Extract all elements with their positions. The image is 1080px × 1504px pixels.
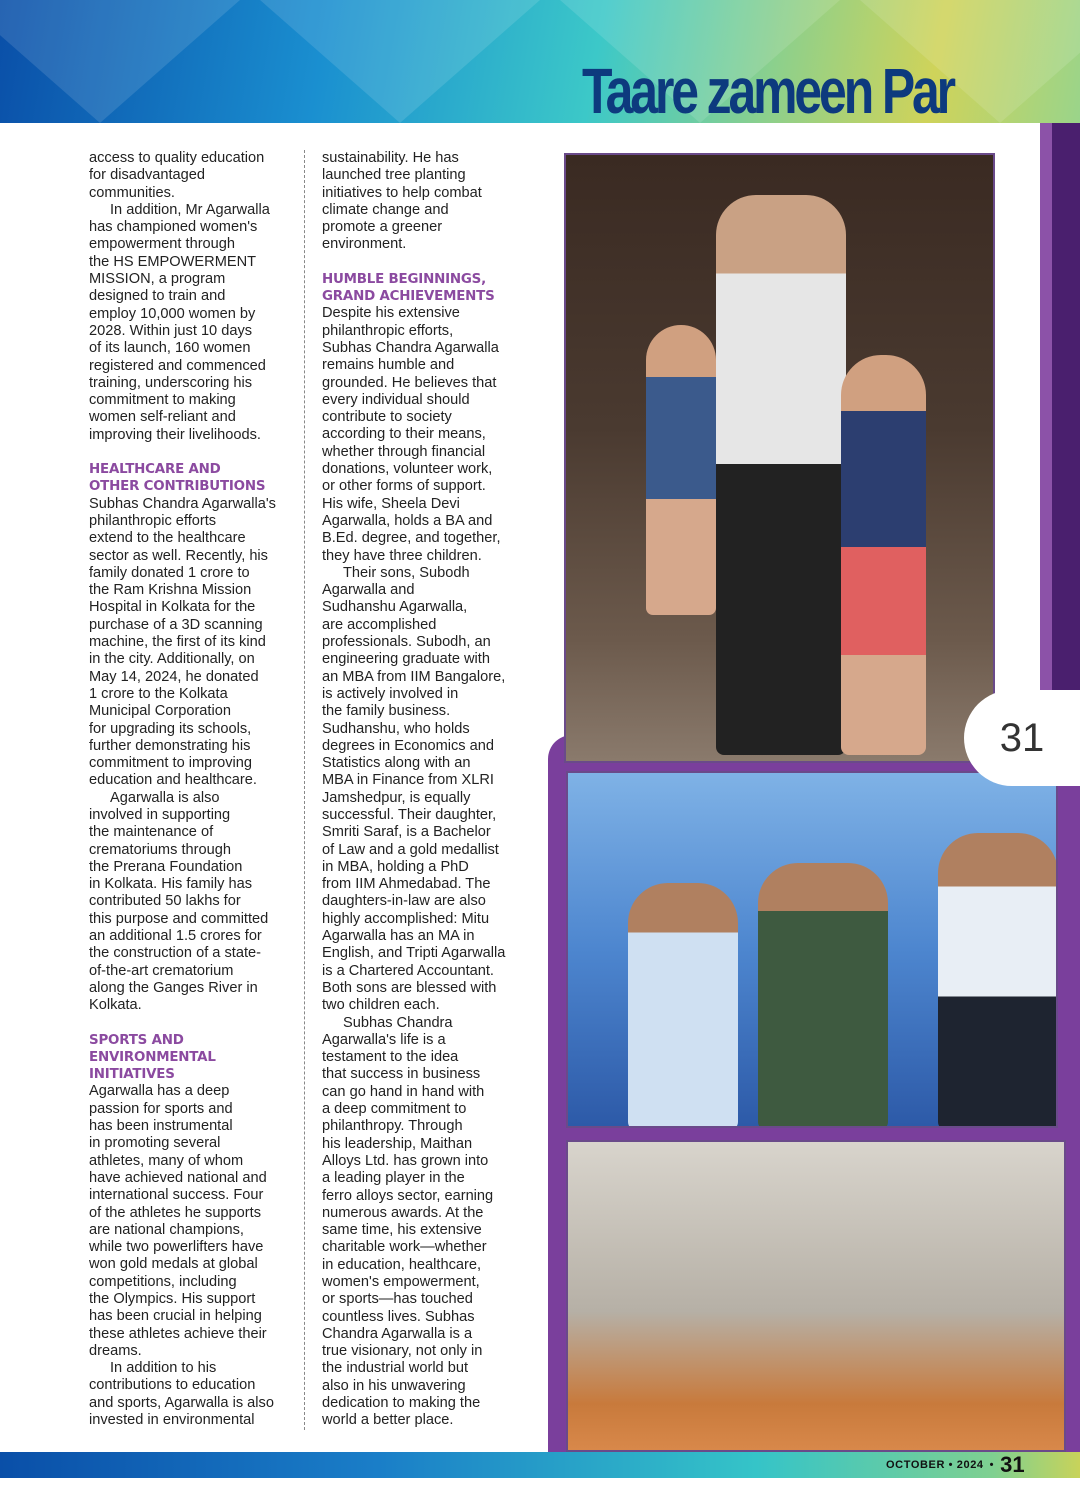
photo-book-launch-event	[566, 771, 1058, 1128]
paragraph: Their sons, Subodh Agarwalla and Sudhanshu Agarwalla, are accomplished professionals. Subodh, an engineering graduate with an MBA from IIM Bangalore, is actively involved in the family business. Sudhanshu, who holds degrees in Economics and Statistics along with an MBA in Finance from XLRI Jamshedpur, is equally successful. Their daughter, Smriti Saraf, is a Bachelor of Law and a gold medallist in MBA, holding a PhD from IIM Ahmedabad. The daughters-in-law are also highly accomplished: Mitu Agarwalla has an MA in English, and Tripti Agarwalla is a Chartered Accountant. Both sons are blessed with two children each.	[322, 564, 506, 1014]
photo-figure	[646, 325, 716, 615]
folio	[886, 1454, 1025, 1476]
section-heading: HUMBLE BEGINNINGS, GRAND ACHIEVEMENTS	[322, 271, 495, 305]
paragraph: In addition to his contributions to education and sports, Agarwalla is also invested in environmental	[89, 1360, 274, 1429]
paragraph: access to quality education for disadvantaged communities.	[89, 150, 265, 201]
paragraph: Despite his extensive philanthropic efforts, Subhas Chandra Agarwalla remains humble and grounded. He believes that every individual should contribute to society according to their means, whether through financial donations, volunteer work, or other forms of support. His wife, Sheela Devi Agarwalla, holds a BA and B.Ed. degree, and together, they have three children.	[322, 305, 501, 564]
section-title: Taare zameen Par	[582, 55, 953, 123]
paragraph: Agarwalla has a deep passion for sports and has been instrumental in promoting several athletes, many of whom have achieved national and international success. Four of the athletes he supports are national champions, while two powerlifters have won gold medals at global competitions, including the Olympics. His support has been crucial in helping these athletes achieve their dreams.	[89, 1083, 267, 1359]
column-divider	[304, 150, 305, 1430]
section-heading: SPORTS AND ENVIRONMENTAL INITIATIVES	[89, 1032, 216, 1083]
paragraph: Agarwalla is also involved in supporting the maintenance of crematoriums through the Prerana Foundation in Kolkata. His family has contributed 50 lakhs for this purpose and committed an additional 1.5 crores for the construction of a state- of-the-art crematorium along the Ganges River in Kolkata.	[89, 789, 269, 1014]
photo-figure	[628, 883, 738, 1128]
banner-decoration	[260, 0, 540, 123]
paragraph: In addition, Mr Agarwalla has championed women's empowerment through the HS EMPOWERMENT MISSION, a program designed to train and employ 10,000 women by 2028. Within just 10 days of its launch, 160 women registered and commenced training, underscoring his commitment to making women self-reliant and improving their livelihoods.	[89, 201, 270, 443]
paragraph: sustainability. He has launched tree planting initiatives to help combat climate change and promote a greener environment.	[322, 150, 482, 253]
purple-edge-decoration	[1040, 123, 1080, 690]
photo-figure	[841, 355, 926, 755]
paragraph: Subhas Chandra Agarwalla's life is a testament to the idea that success in business can go hand in hand with a deep commitment to philanthropy. Through his leadership, Maithan Alloys Ltd. has grown into a leading player in the ferro alloys sector, earning numerous awards. At the same time, his extensive charitable work—whether in education, healthcare, women's empowerment, or sports—has touched countless lives. Subhas Chandra Agarwalla is a true visionary, not only in the industrial world but also in his unwavering dedication to making the world a better place.	[322, 1014, 494, 1429]
paragraph: Subhas Chandra Agarwalla's philanthropic efforts extend to the healthcare sector as well. Recently, his family donated 1 crore to the Ram Krishna Mission Hospital in Kolkata for the purchase of a 3D scanning machine, the first of its kind in the city. Additionally, on May 14, 2024, he donated 1 crore to the Kolkata Municipal Corporation for upgrading its schools, further demonstrating his commitment to improving education and healthcare.	[89, 495, 276, 789]
page-number: 31	[1000, 1452, 1025, 1477]
folio-separator: •	[989, 1459, 995, 1471]
photo-agarwalla-with-grandchildren	[564, 153, 995, 763]
banner-decoration	[0, 0, 240, 123]
photo-children-group	[566, 1140, 1066, 1452]
header-banner	[0, 0, 1080, 123]
photo-figure	[938, 833, 1058, 1128]
page-number-tab: 31	[964, 690, 1080, 786]
section-heading: HEALTHCARE AND OTHER CONTRIBUTIONS	[89, 462, 266, 495]
photo-figure	[716, 195, 846, 755]
photo-figure	[758, 863, 888, 1128]
article-column-1	[89, 150, 294, 1429]
issue-date: OCTOBER • 2024	[886, 1459, 984, 1471]
article-column-2	[322, 150, 537, 1430]
